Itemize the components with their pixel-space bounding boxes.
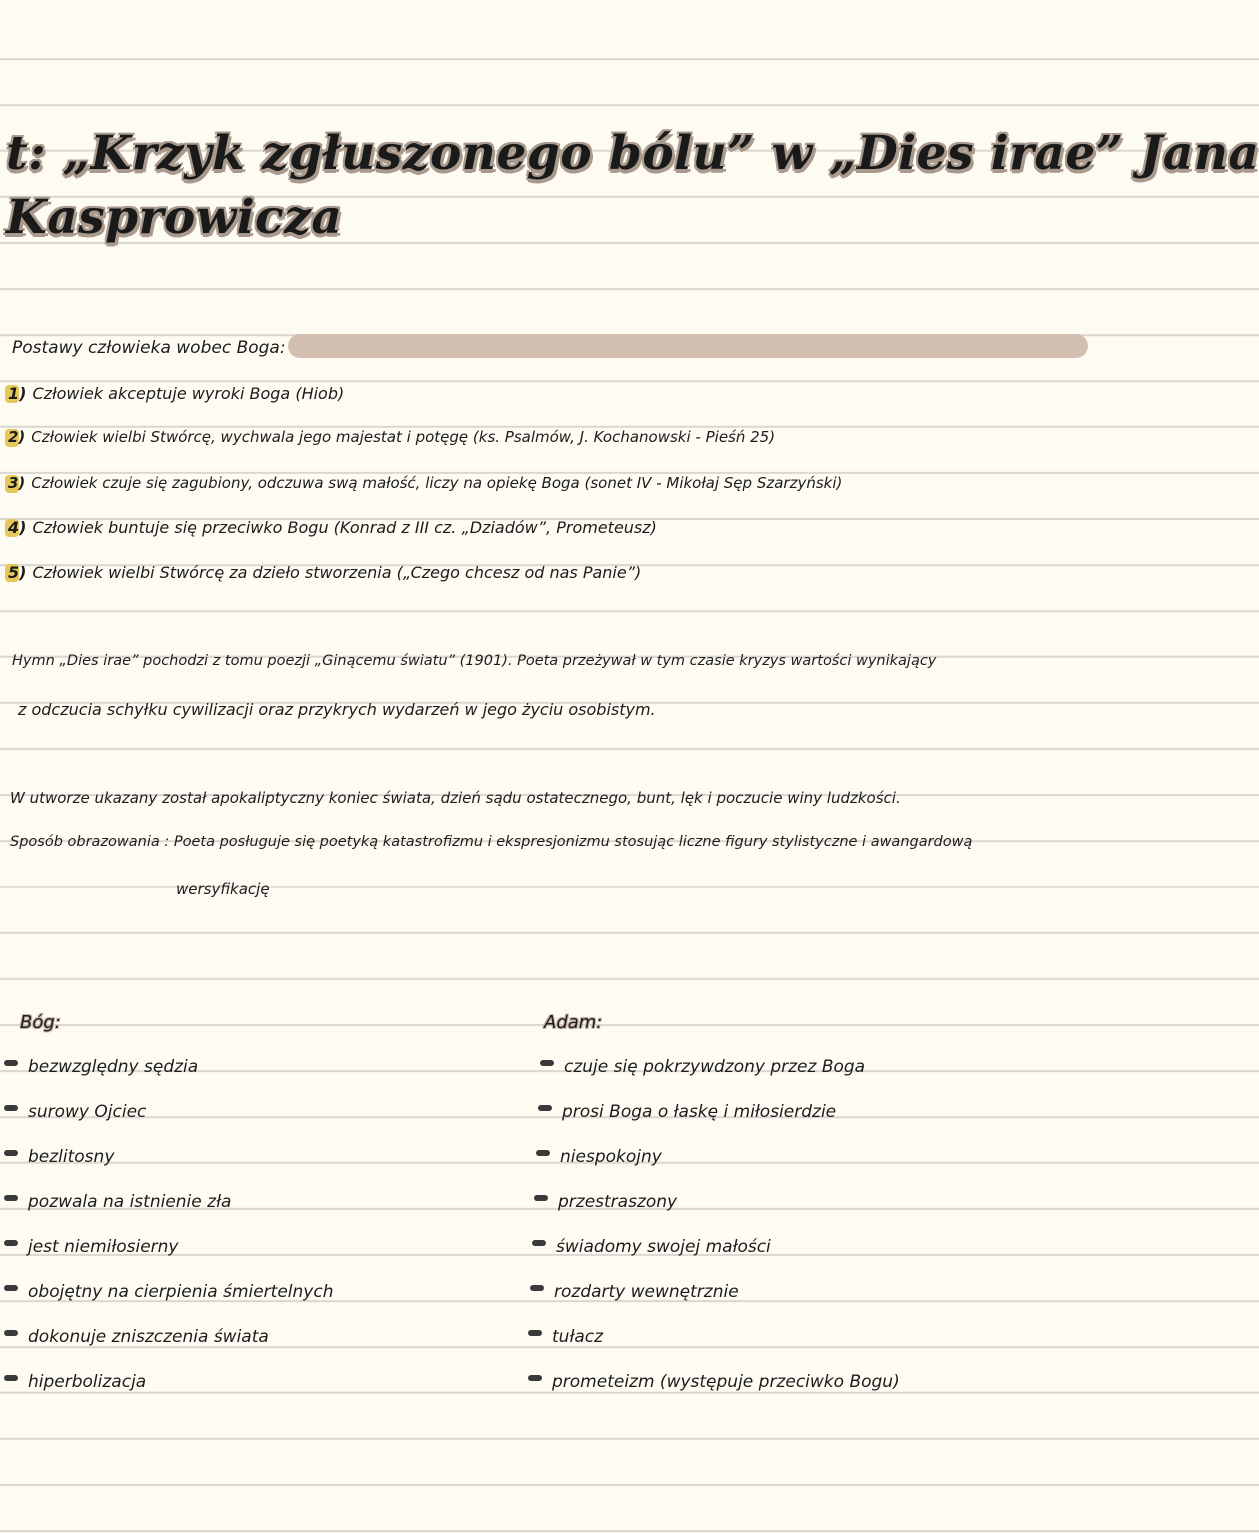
dash-bullet xyxy=(538,1105,552,1111)
adam-item: tułacz xyxy=(528,1327,603,1347)
postawy-item-2 xyxy=(8,428,775,446)
title-line-1: t: „Krzyk zgłuszonego bólu” w „Dies irae” Jana xyxy=(6,126,1259,181)
dash-bullet xyxy=(4,1195,18,1201)
paragraph-2-line-3: wersyfikację xyxy=(176,880,270,898)
item-number: 5) xyxy=(8,563,27,582)
bog-item: pozwala na istnienie zła xyxy=(4,1192,231,1212)
postawy-item-5 xyxy=(8,563,641,582)
paragraph-2-line-2: Sposób obrazowania : Poeta posługuje się poetyką katastrofizmu i ekspresjonizmu stosując liczne figury stylistyczne i awangardową xyxy=(10,834,973,850)
dash-bullet xyxy=(528,1375,542,1381)
postawy-item-4 xyxy=(8,518,657,537)
dash-bullet xyxy=(540,1060,554,1066)
dash-bullet xyxy=(4,1330,18,1336)
adam-item: prosi Boga o łaskę i miłosierdzie xyxy=(538,1102,836,1122)
postawy-item-1 xyxy=(8,384,344,403)
item-text: Człowiek akceptuje wyroki Boga (Hiob) xyxy=(32,384,345,403)
bog-heading: Bóg: xyxy=(20,1012,61,1033)
bog-item: dokonuje zniszczenia świata xyxy=(4,1327,269,1347)
dash-bullet xyxy=(530,1285,544,1291)
paragraph-1-line-1: Hymn „Dies irae” pochodzi z tomu poezji „Ginącemu światu” (1901). Poeta przeżywał w tym czasie kryzys wartości wynikający xyxy=(12,653,937,669)
heading-highlight-bar xyxy=(288,334,1088,358)
adam-item: czuje się pokrzywdzony przez Boga xyxy=(540,1057,865,1077)
dash-bullet xyxy=(4,1375,18,1381)
paragraph-2-line-1: W utworze ukazany został apokaliptyczny koniec świata, dzień sądu ostatecznego, bunt, lęk i poczucie winy ludzkości. xyxy=(10,789,901,807)
item-text: Człowiek wielbi Stwórcę, wychwala jego majestat i potęgę (ks. Psalmów, J. Kochanowski - Pieśń 25) xyxy=(31,428,776,446)
dash-bullet xyxy=(528,1330,542,1336)
item-number: 3) xyxy=(8,474,26,492)
bog-item: surowy Ojciec xyxy=(4,1102,146,1122)
adam-item: prometeizm (występuje przeciwko Bogu) xyxy=(528,1372,900,1392)
postawy-heading: Postawy człowieka wobec Boga: xyxy=(12,338,286,358)
item-text: Człowiek buntuje się przeciwko Bogu (Konrad z III cz. „Dziadów”, Prometeusz) xyxy=(32,518,657,537)
dash-bullet xyxy=(4,1240,18,1246)
item-number: 2) xyxy=(8,428,26,446)
adam-item: przestraszony xyxy=(534,1192,677,1212)
bog-item: bezlitosny xyxy=(4,1147,114,1167)
item-number: 4) xyxy=(8,518,27,537)
paragraph-1-line-2: z odczucia schyłku cywilizacji oraz przykrych wydarzeń w jego życiu osobistym. xyxy=(18,700,656,719)
postawy-item-3 xyxy=(8,474,842,492)
item-text: Człowiek czuje się zagubiony, odczuwa swą małość, liczy na opiekę Boga (sonet IV - Mikołaj Sęp Szarzyński) xyxy=(31,474,843,492)
bog-item: jest niemiłosierny xyxy=(4,1237,179,1257)
page-title xyxy=(6,122,1259,250)
item-text: Człowiek wielbi Stwórcę za dzieło stworzenia („Czego chcesz od nas Panie”) xyxy=(32,563,642,582)
dash-bullet xyxy=(4,1105,18,1111)
dash-bullet xyxy=(534,1195,548,1201)
dash-bullet xyxy=(536,1150,550,1156)
item-number: 1) xyxy=(8,384,27,403)
adam-item: niespokojny xyxy=(536,1147,662,1167)
dash-bullet xyxy=(4,1060,18,1066)
adam-heading: Adam: xyxy=(544,1012,603,1033)
title-line-2: Kasprowicza xyxy=(6,190,343,245)
dash-bullet xyxy=(4,1150,18,1156)
adam-item: świadomy swojej małości xyxy=(532,1237,771,1257)
bog-item: hiperbolizacja xyxy=(4,1372,146,1392)
dash-bullet xyxy=(4,1285,18,1291)
bog-item: bezwzględny sędzia xyxy=(4,1057,198,1077)
dash-bullet xyxy=(532,1240,546,1246)
adam-item: rozdarty wewnętrznie xyxy=(530,1282,739,1302)
bog-item: obojętny na cierpienia śmiertelnych xyxy=(4,1282,333,1302)
